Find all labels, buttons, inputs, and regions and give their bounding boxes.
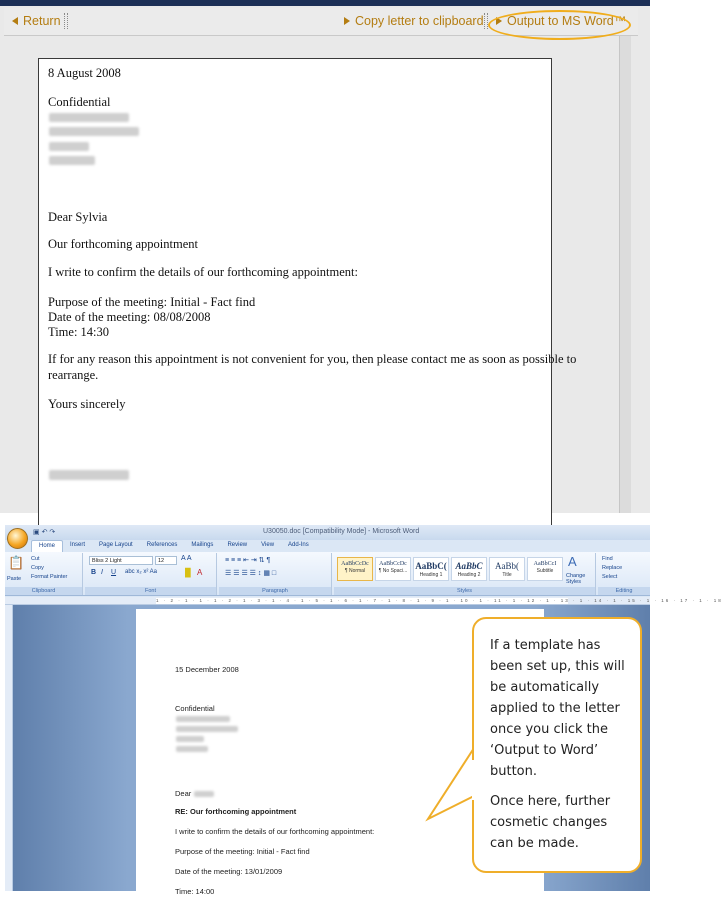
tab-mailings[interactable]: Mailings	[191, 542, 214, 548]
style-heading-1[interactable]	[413, 557, 449, 581]
letter-preview	[38, 58, 577, 528]
office-button[interactable]	[7, 528, 28, 549]
doc-meeting-date: Date of the meeting: 13/01/2009	[175, 867, 283, 876]
copy-label: Copy letter to clipboard	[355, 14, 484, 28]
redacted-address	[49, 156, 95, 165]
paragraph-group	[219, 553, 332, 595]
letter-time: Time: 14:30	[48, 325, 110, 339]
redacted-signature	[49, 470, 129, 480]
tab-insert[interactable]: Insert	[70, 542, 86, 548]
style-name: ¶ No Spaci...	[378, 568, 408, 574]
toolbar	[4, 8, 638, 36]
bold-icon[interactable]: B	[91, 569, 97, 576]
letter-intro: I write to confirm the details of our forthcoming appointment:	[48, 265, 358, 279]
style-name: Heading 2	[457, 572, 481, 578]
style-sample: AaBbCcDc	[341, 561, 369, 567]
toolbar-separator	[484, 13, 488, 29]
style-name: Subtitle	[536, 568, 554, 574]
style-name: Title	[502, 572, 512, 578]
letter-confidential: Confidential	[48, 95, 111, 109]
italic-icon[interactable]: I	[101, 569, 103, 576]
letter-meeting-date: Date of the meeting: 08/08/2008	[48, 310, 211, 324]
save-icon[interactable]: ▣	[33, 529, 40, 536]
doc-purpose: Purpose of the meeting: Initial - Fact find	[175, 847, 310, 856]
tab-references[interactable]: References	[146, 542, 178, 548]
quick-access-toolbar	[33, 528, 55, 536]
redacted-address	[176, 726, 238, 732]
redacted-name	[194, 791, 214, 797]
style-no-spacing[interactable]	[375, 557, 411, 581]
font-color-icon[interactable]: A	[197, 568, 203, 577]
highlight-color-icon[interactable]: █	[185, 568, 191, 577]
word-title: U30050.doc [Compatibility Mode] - Microsoft Word	[263, 528, 420, 535]
highlight-oval	[488, 10, 631, 40]
doc-salutation: Dear	[175, 789, 192, 798]
redacted-address	[49, 127, 139, 136]
style-heading-2[interactable]	[451, 557, 487, 581]
style-name: Heading 1	[419, 572, 443, 578]
grow-font-icon[interactable]: A A	[181, 555, 192, 562]
horizontal-ruler	[5, 597, 723, 605]
letter-closing: Yours sincerely	[48, 397, 126, 411]
style-sample: AaBbCcI	[533, 561, 557, 567]
change-styles-button[interactable]: Change Styles	[566, 573, 586, 585]
callout-paragraph: Once here, further cosmetic changes can be made.	[490, 794, 611, 851]
font-group-label: Font	[85, 587, 216, 595]
tab-view[interactable]: View	[261, 542, 275, 548]
doc-intro: I write to confirm the details of our forthcoming appointment:	[175, 827, 375, 836]
find-button[interactable]: Find	[602, 556, 613, 562]
redacted-address	[49, 113, 129, 122]
redacted-address	[176, 746, 208, 752]
style-subtitle[interactable]	[527, 557, 563, 581]
vertical-ruler	[5, 605, 13, 891]
doc-date: 15 December 2008	[175, 665, 239, 674]
copy-button[interactable]: Copy	[31, 565, 44, 571]
replace-button[interactable]: Replace	[602, 565, 623, 571]
styles-group	[334, 553, 596, 595]
format-painter-button[interactable]: Format Painter	[31, 574, 68, 580]
clipboard-group-label: Clipboard	[5, 587, 82, 595]
letter-date: 8 August 2008	[48, 66, 121, 80]
letter-purpose: Purpose of the meeting: Initial - Fact find	[48, 295, 256, 309]
paste-icon[interactable]: 📋	[8, 555, 25, 570]
letter-body-line2: rearrange.	[48, 368, 99, 382]
tab-review[interactable]: Review	[227, 542, 248, 548]
output-label: Output to MS Word™	[507, 14, 627, 28]
change-styles-icon[interactable]: A	[568, 554, 577, 569]
style-sample: AaBbC	[455, 561, 483, 571]
callout-text	[490, 635, 634, 863]
undo-icon[interactable]: ↶	[41, 529, 48, 536]
ribbon	[5, 552, 650, 596]
ruler-scale: 1 · 2 · 1 · 1 · 1 · 2 · 1 · 3 · 1 · 4 · 1 · 5 · 1 · 6 · 1 · 7 · 1 · 8 · 1 · 9 · 1 · 10 · 1 · 11 · 1 · 12 · 1 · 13 · 1 · 14 · 1 · 15 · 1 · 16 · 17 · 1 · 18	[156, 598, 723, 603]
arrow-left-icon	[12, 17, 18, 25]
return-button[interactable]	[12, 14, 61, 28]
return-label: Return	[23, 14, 61, 28]
align-icon[interactable]: ☰ ☰ ☰ ☰ ↕ ▦ □	[225, 570, 277, 577]
editing-group-label: Editing	[598, 587, 650, 595]
bullets-icon[interactable]: ≡ ≡ ≡ ⇤ ⇥ ⇅ ¶	[225, 557, 271, 564]
tab-add-ins[interactable]: Add-Ins	[288, 542, 309, 548]
window-top-border	[0, 0, 650, 6]
doc-time: Time: 14:00	[175, 887, 215, 896]
underline-icon[interactable]: U	[111, 569, 117, 576]
paragraph-group-label: Paragraph	[219, 587, 331, 595]
font-group	[85, 553, 217, 595]
panel-scroll-edge	[619, 36, 631, 513]
letter-salutation: Dear Sylvia	[48, 210, 108, 224]
callout-paragraph: If a template has been set up, this will be automatically applied to the letter once you click the ‘Output to Word’ button.	[490, 638, 625, 779]
styles-group-label: Styles	[334, 587, 595, 595]
font-name-combo[interactable]: Bliss 2 Light	[89, 556, 153, 565]
style-sample: AaBbC(	[415, 561, 447, 571]
paste-button[interactable]: Paste	[7, 576, 22, 582]
letter-subject: Our forthcoming appointment	[48, 237, 198, 251]
tab-home[interactable]: Home	[31, 540, 63, 552]
toolbar-separator	[64, 13, 68, 29]
tab-page-layout[interactable]: Page Layout	[99, 542, 133, 548]
callout-tail-joint	[468, 760, 478, 800]
redo-icon[interactable]: ↷	[49, 529, 56, 536]
select-button[interactable]: Select	[602, 574, 618, 580]
style-normal[interactable]	[337, 557, 373, 581]
editing-group	[598, 553, 650, 595]
word-titlebar	[5, 525, 650, 540]
redacted-address	[49, 142, 89, 151]
cut-button[interactable]: Cut	[31, 556, 40, 562]
arrow-right-icon	[344, 17, 350, 25]
redacted-address	[176, 736, 204, 742]
clipboard-group	[5, 553, 83, 595]
style-sample: AaBb(	[495, 561, 519, 571]
ribbon-tabs	[31, 540, 316, 552]
font-size-combo[interactable]: 12	[155, 556, 177, 565]
copy-to-clipboard-button[interactable]	[344, 14, 484, 28]
style-sample: AaBbCcDc	[379, 561, 407, 567]
doc-subject: RE: Our forthcoming appointment	[175, 807, 297, 816]
strikethrough-icon[interactable]: abc x₂ x² Aa	[125, 569, 158, 575]
style-title[interactable]	[489, 557, 525, 581]
letter-body-line1: If for any reason this appointment is not convenient for you, then please contact me as soon as possible to	[48, 352, 577, 366]
redacted-address	[176, 716, 230, 722]
doc-confidential: Confidential	[175, 704, 215, 713]
style-name: ¶ Normal	[344, 568, 366, 574]
